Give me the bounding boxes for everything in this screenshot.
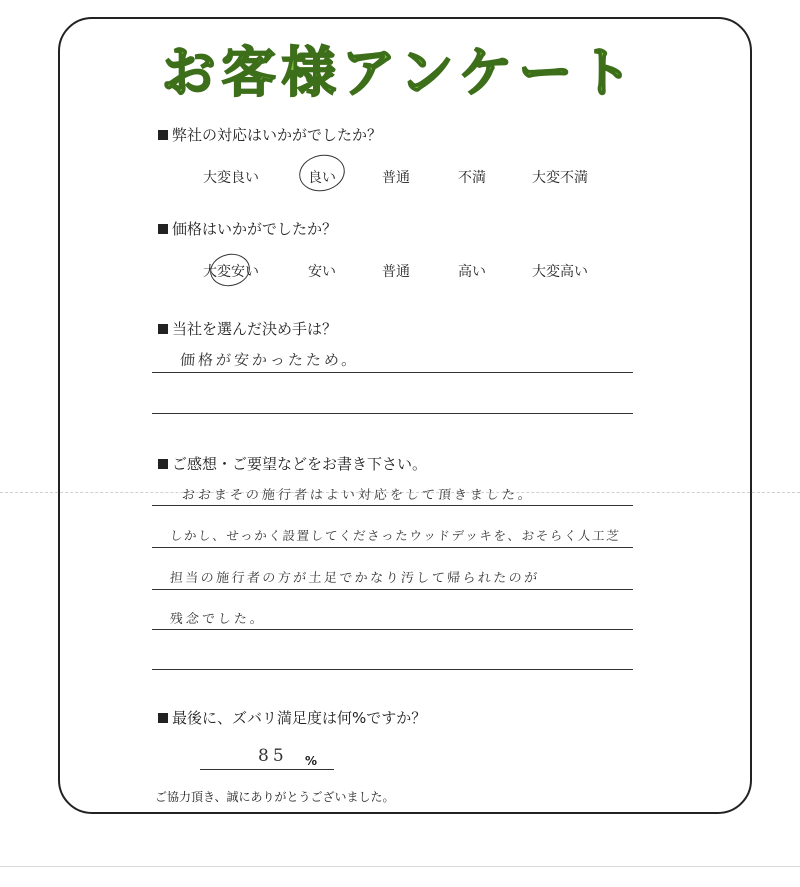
q4-answer-line-2: しかし、せっかく設置してくださったウッドデッキを、おそらく人工芝 xyxy=(169,528,621,543)
answer-rule xyxy=(152,669,633,670)
question-5-label: 最後に、ズバリ満足度は何%ですか？ xyxy=(172,709,427,727)
q3-answer-line-1: 価格が安かったため。 xyxy=(179,351,361,369)
bullet-square-icon xyxy=(158,459,168,469)
q4-answer-line-3: 担当の施行者の方が土足でかなり汚して帰られたのが xyxy=(169,571,540,586)
q1-option-4[interactable]: 不満 xyxy=(458,170,486,186)
answer-rule xyxy=(152,547,633,548)
q2-option-2[interactable]: 安い xyxy=(308,264,336,280)
question-3 xyxy=(158,318,337,339)
question-4 xyxy=(158,453,427,474)
q1-option-5[interactable]: 大変不満 xyxy=(532,170,588,186)
q4-answer-line-4: 残念でした。 xyxy=(169,612,267,627)
thanks-message: ご協力頂き、誠にありがとうございました。 xyxy=(155,790,395,804)
answer-rule xyxy=(152,589,633,590)
scan-edge-line xyxy=(0,866,800,867)
question-2 xyxy=(158,218,337,239)
question-1 xyxy=(158,124,382,145)
q2-option-4[interactable]: 高い xyxy=(458,264,486,280)
question-5 xyxy=(158,707,426,728)
question-4-label: ご感想・ご要望などをお書き下さい。 xyxy=(172,455,428,473)
page-title: お客様アンケート xyxy=(161,41,639,104)
satisfaction-value[interactable]: 85 xyxy=(258,746,288,766)
q1-option-3[interactable]: 普通 xyxy=(382,170,410,186)
answer-rule xyxy=(152,505,633,506)
percent-unit: % xyxy=(305,754,318,768)
q1-option-1[interactable]: 大変良い xyxy=(203,170,259,186)
bullet-square-icon xyxy=(158,324,168,334)
answer-rule xyxy=(152,413,633,414)
answer-rule xyxy=(152,629,633,630)
question-3-label: 当社を選んだ決め手は？ xyxy=(172,320,338,338)
satisfaction-rule xyxy=(200,769,334,770)
q4-answer-line-1: おおまその施行者はよい対応をして頂きました。 xyxy=(181,488,535,503)
answer-rule xyxy=(152,372,633,373)
question-1-label: 弊社の対応はいかがでしたか？ xyxy=(172,126,383,144)
bullet-square-icon xyxy=(158,130,168,140)
q2-option-5[interactable]: 大変高い xyxy=(532,264,588,280)
bullet-square-icon xyxy=(158,713,168,723)
bullet-square-icon xyxy=(158,224,168,234)
q2-option-1[interactable]: 大変安い xyxy=(203,264,259,280)
q1-option-2[interactable]: 良い xyxy=(308,170,336,186)
question-2-label: 価格はいかがでしたか？ xyxy=(172,220,338,238)
q2-option-3[interactable]: 普通 xyxy=(382,264,410,280)
